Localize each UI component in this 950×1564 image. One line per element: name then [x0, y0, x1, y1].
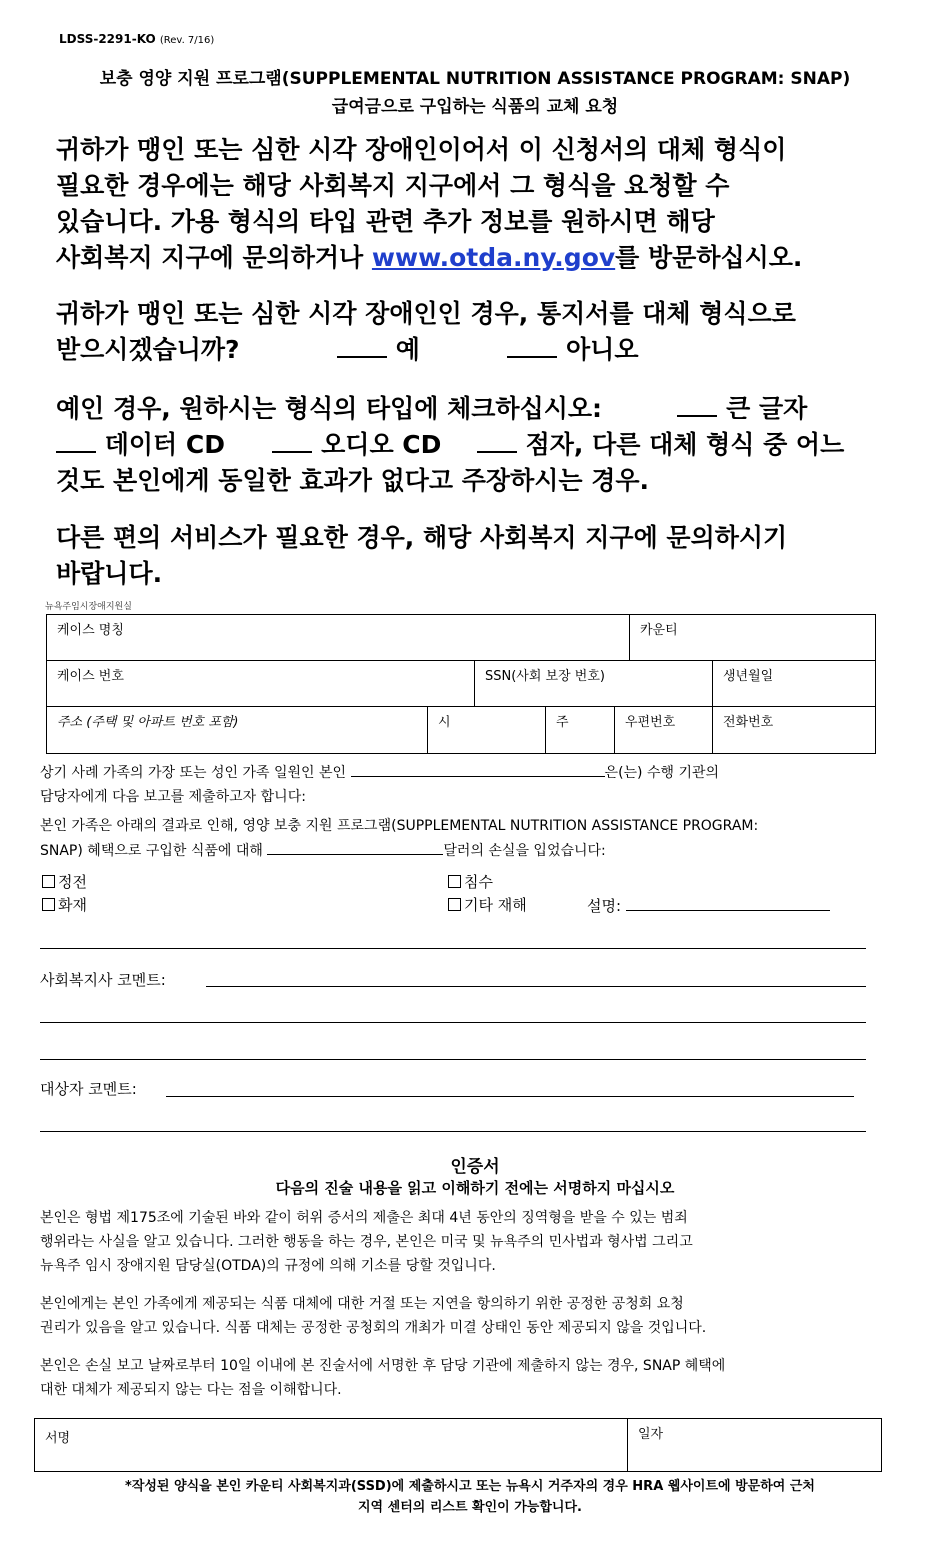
case-row-1 [47, 615, 875, 660]
worker-comment-label: 사회복지사 코멘트: [40, 971, 166, 989]
notice-line: 있습니다. 가용 형식의 타입 관련 추가 정보를 원하시면 해당 [56, 207, 715, 236]
signature-box [34, 1418, 882, 1472]
phone-field[interactable]: 전화번호 [712, 707, 875, 753]
certification-paragraph: 본인은 손실 보고 날짜로부터 10일 이내에 본 진술서에 서명한 후 담당 기관에 제출하지 않는 경우, SNAP 혜택에 대한 대체가 제공되지 않는 다는 점을 이해합니다. [40, 1358, 726, 1398]
ssn-field[interactable]: SSN(사회 보장 번호) [474, 661, 712, 706]
data-cd-blank[interactable] [56, 429, 96, 453]
braille-label: 점자, 다른 대체 형식 중 어느 [525, 430, 845, 459]
certification-paragraph: 본인에게는 본인 가족에게 제공되는 식품 대체에 대한 거절 또는 지연을 항의하기 위한 공정한 공청회 요청 권리가 있음을 알고 있습니다. 식품 대체는 공정한 공청회의 개최가 미결 상태인 동안 제공되지 않을 것입니다. [40, 1296, 707, 1336]
certification-title: 인증서 [450, 1157, 500, 1177]
client-comment-line[interactable] [166, 1096, 854, 1097]
client-comment-line[interactable] [40, 1131, 866, 1132]
explain-blank[interactable] [626, 894, 830, 911]
footer-note: *작성된 양식을 본인 카운티 사회복지과(SSD)에 제출하시고 또는 뉴욕시 거주자의 경우 HRA 웹사이트에 방문하여 근처 지역 센터의 리스트 확인이 가능합니다. [125, 1479, 815, 1515]
form-code [59, 32, 214, 46]
audio-cd-label: 오디오 CD [321, 430, 442, 459]
worker-comment-line[interactable] [40, 1022, 866, 1023]
certification-subtitle: 다음의 진술 내용을 읽고 이해하기 전에는 서명하지 마십시오 [275, 1179, 675, 1197]
date-field[interactable]: 일자 [627, 1419, 881, 1471]
format-type-selection [56, 391, 916, 499]
case-number-field[interactable]: 케이스 번호 [57, 669, 124, 684]
case-row-3 [47, 707, 875, 753]
accommodation-notice [56, 520, 916, 592]
flood-checkbox[interactable]: 침수 [448, 871, 493, 892]
other-disaster-checkbox[interactable]: 기타 재해 [448, 894, 527, 915]
large-print-blank[interactable] [677, 393, 717, 417]
otda-website-link[interactable]: www.otda.ny.gov [371, 243, 616, 272]
notice-line: 귀하가 맹인 또는 심한 시각 장애인이어서 이 신청서의 대체 형식이 [56, 135, 787, 164]
address-field[interactable]: 주소 (주택 및 아파트 번호 포함) [57, 715, 239, 730]
notice-line: 것도 본인에게 동일한 효과가 없다고 주장하시는 경우. [56, 466, 650, 495]
notice-line [56, 427, 916, 463]
no-blank[interactable] [507, 334, 557, 358]
loss-amount-blank[interactable] [267, 838, 443, 855]
data-cd-label: 데이터 CD [104, 430, 225, 459]
form-revision: (Rev. 7/16) [159, 35, 215, 46]
form-title: 보충 영양 지원 프로그램(SUPPLEMENTAL NUTRITION ASSISTANCE PROGRAM: SNAP) [99, 69, 851, 89]
notice-line: 바랍니다. [56, 559, 163, 588]
braille-blank[interactable] [477, 429, 517, 453]
worker-comment-line[interactable] [40, 1059, 866, 1060]
receive-notice-question [56, 296, 916, 368]
explain-field: 설명: [587, 894, 830, 916]
explain-line[interactable] [40, 948, 866, 949]
large-print-label: 큰 글자 [726, 394, 808, 423]
worker-comment-line[interactable] [206, 986, 866, 987]
notice-line: 다른 편의 서비스가 필요한 경우, 해당 사회복지 지구에 문의하시기 [56, 523, 788, 552]
form-subtitle: 급여금으로 구입하는 식품의 교체 요청 [331, 97, 619, 117]
certification-paragraph: 본인은 형법 제175조에 기술된 바와 같이 허위 증서의 제출은 최대 4년 동안의 징역형을 받을 수 있는 범죄 행위라는 사실을 알고 있습니다. 그러한 행동을 하는 경우, 본인은 미국 및 뉴욕주의 민사법과 형사법 그리고 뉴욕주 임시 장애지원 담당실(OTDA)의 규정에 의해 기소를 당할 것입니다. [40, 1210, 693, 1274]
no-label: 아니오 [566, 335, 639, 364]
signature-field[interactable]: 서명 [45, 1431, 71, 1446]
client-comment-label: 대상자 코멘트: [40, 1080, 137, 1098]
county-field[interactable]: 카운티 [629, 615, 875, 660]
state-field[interactable]: 주 [545, 707, 614, 753]
office-label: 뉴욕주임시장애지원실 [45, 602, 132, 612]
audio-cd-blank[interactable] [272, 429, 312, 453]
fire-checkbox[interactable]: 화재 [42, 894, 87, 915]
form-number: LDSS-2291-KO [59, 32, 156, 46]
case-info-table [46, 614, 876, 754]
zip-field[interactable]: 우편번호 [614, 707, 712, 753]
notice-line: 사회복지 지구에 문의하거나 www.otda.ny.gov를 방문하십시오. [56, 243, 803, 272]
notice-line: 귀하가 맹인 또는 심한 시각 장애인인 경우, 통지서를 대체 형식으로 [56, 299, 796, 328]
reporter-name-blank[interactable] [351, 760, 605, 777]
notice-line: 예인 경우, 원하시는 형식의 타입에 체크하십시오: 큰 글자 [56, 394, 808, 423]
date-of-birth-field[interactable]: 생년월일 [712, 661, 875, 706]
case-row-2 [47, 661, 875, 706]
report-statement: 상기 사례 가족의 가장 또는 성인 가족 일원인 본인 은(는) 수행 기관의 담당자에게 다음 보고를 제출하고자 합니다: [40, 760, 876, 809]
yes-label: 예 [395, 335, 420, 364]
notice-line: 받으시겠습니까? 예 아니오 [56, 335, 639, 364]
city-field[interactable]: 시 [427, 707, 545, 753]
power-outage-checkbox[interactable]: 정전 [42, 871, 87, 892]
notice-line: 필요한 경우에는 해당 사회복지 지구에서 그 형식을 요청할 수 [56, 171, 730, 200]
yes-blank[interactable] [337, 334, 387, 358]
case-name-field[interactable]: 케이스 명칭 [57, 623, 124, 638]
alternate-format-notice [56, 132, 916, 276]
loss-statement: 본인 가족은 아래의 결과로 인해, 영양 보충 지원 프로그램(SUPPLEMENTAL NUTRITION ASSISTANCE PROGRAM: SNAP) 혜택으로 구입한 식품에 대해 달러의 손실을 입었습니다: [40, 818, 759, 859]
